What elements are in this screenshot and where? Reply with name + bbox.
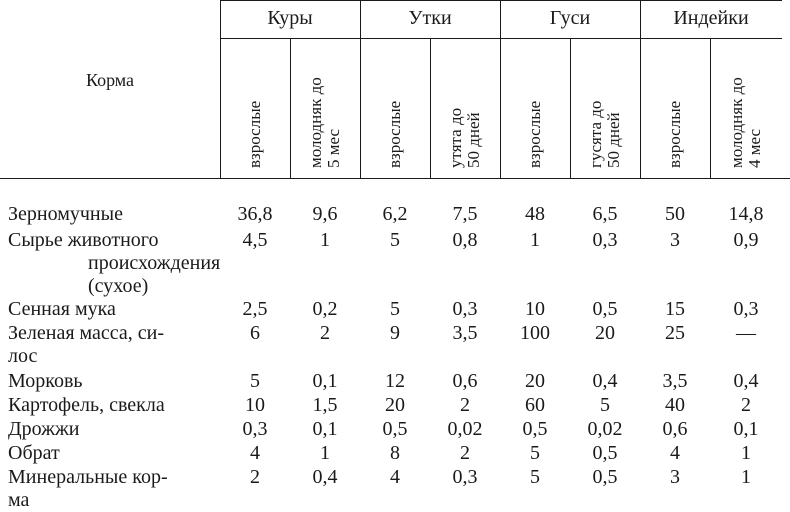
table-cell: 36,8: [237, 203, 273, 225]
group-header: Утки: [408, 7, 452, 29]
table-cell: 2: [460, 442, 470, 464]
row-label-line: Зеленая масса, си-: [8, 322, 165, 344]
row-label-line: Картофель, свекла: [8, 394, 165, 416]
table-cell: 0,4: [733, 370, 759, 392]
table-cell: 48: [525, 203, 545, 225]
subheader-line: взрослые: [665, 100, 684, 168]
row-label-line: Обрат: [8, 442, 60, 464]
subheader-7: [728, 77, 764, 168]
table-cell: 0,5: [592, 298, 618, 320]
table-cell: 20: [595, 322, 615, 344]
table-cell: 7,5: [452, 203, 478, 225]
table-cell: 0,3: [242, 418, 268, 440]
table-cell: 100: [520, 322, 550, 344]
table-cell: 1: [530, 229, 540, 251]
table-cell: 6,5: [592, 203, 618, 225]
subheader-line: взрослые: [245, 100, 264, 168]
table-cell: 5: [600, 394, 610, 416]
table-cell: 2: [320, 322, 330, 344]
table-cell: 1: [741, 442, 751, 464]
table-cell: 12: [385, 370, 405, 392]
row-label-line: (сухое): [88, 275, 149, 297]
table-cell: 0,1: [733, 418, 759, 440]
group-header: Индейки: [673, 7, 749, 29]
row-label: [8, 466, 168, 512]
subheader-line: 50 дней: [464, 112, 483, 168]
subheader-line: 5 мес: [324, 128, 343, 168]
table-cell: 2: [741, 394, 751, 416]
table-cell: 0,3: [592, 229, 618, 251]
row-label-line: лос: [8, 345, 38, 367]
header-bottom-rule: [0, 178, 790, 179]
table-cell: 20: [525, 370, 545, 392]
subheader-line: взрослые: [525, 100, 544, 168]
group-header: Куры: [267, 7, 313, 29]
subheader-4: [526, 101, 544, 168]
subheader-line: 50 дней: [604, 112, 623, 168]
subheader-0: [246, 101, 264, 168]
group-header: Гуси: [549, 7, 591, 29]
table-cell: 10: [525, 298, 545, 320]
table-cell: 5: [250, 370, 260, 392]
table-cell: 1: [741, 466, 751, 488]
table-cell: 0,4: [592, 370, 618, 392]
table-cell: 1,5: [312, 394, 338, 416]
table-cell: 0,3: [733, 298, 759, 320]
table-cell: 0,9: [733, 229, 759, 251]
subheader-line: взрослые: [385, 100, 404, 168]
subheader-5: [587, 101, 623, 168]
subheader-line: молодняк до: [727, 77, 746, 168]
table-cell: 15: [665, 298, 685, 320]
table-cell: 5: [530, 442, 540, 464]
table-cell: 9,6: [312, 203, 338, 225]
column-rule: [290, 38, 291, 178]
table-cell: 4,5: [242, 229, 268, 251]
table-cell: 3,5: [662, 370, 688, 392]
row-label-line: Сенная мука: [8, 298, 116, 320]
table-cell: 50: [665, 203, 685, 225]
table-cell: 3,5: [452, 322, 478, 344]
table-cell: 0,5: [592, 442, 618, 464]
row-label: [8, 203, 123, 226]
table-cell: 5: [530, 466, 540, 488]
table-cell: 0,5: [522, 418, 548, 440]
feed-column-header: Корма: [85, 70, 135, 90]
table-cell: 2: [460, 394, 470, 416]
table-cell: 0,5: [382, 418, 408, 440]
row-label: [8, 370, 83, 393]
table-cell: —: [736, 322, 756, 344]
table-cell: 0,6: [662, 418, 688, 440]
row-label: [8, 442, 60, 465]
subheader-2: [386, 101, 404, 168]
column-rule: [430, 38, 431, 178]
subheader-line: гусята до: [586, 100, 605, 168]
table-cell: 0,5: [592, 466, 618, 488]
subheader-line: молодняк до: [306, 77, 325, 168]
table-cell: 0,3: [452, 466, 478, 488]
table-cell: 4: [250, 442, 260, 464]
row-label: [8, 394, 165, 417]
row-label-line: происхождения: [88, 252, 221, 274]
row-label-line: Зерномучные: [8, 203, 123, 225]
table-cell: 0,4: [312, 466, 338, 488]
table-cell: 1: [320, 229, 330, 251]
row-label-line: Минеральные кор-: [8, 466, 168, 488]
table-cell: 1: [320, 442, 330, 464]
row-label: [8, 229, 220, 298]
row-label-line: ма: [8, 489, 30, 511]
row-label: [8, 298, 116, 321]
table-cell: 0,02: [587, 418, 623, 440]
table-cell: 0,6: [452, 370, 478, 392]
column-rule: [710, 38, 711, 178]
table-cell: 0,8: [452, 229, 478, 251]
table-cell: 3: [670, 466, 680, 488]
subheader-line: 4 мес: [745, 128, 764, 168]
row-label-line: Дрожжи: [8, 418, 80, 440]
subheader-6: [666, 101, 684, 168]
group-divider-rule: [220, 38, 782, 39]
table-cell: 0,1: [312, 418, 338, 440]
row-label-line: Морковь: [8, 370, 83, 392]
table-cell: 2,5: [242, 298, 268, 320]
row-label-line: Сырье животного: [8, 229, 159, 251]
subheader-3: [447, 108, 483, 168]
row-label: [8, 322, 164, 368]
table-cell: 9: [390, 322, 400, 344]
table-cell: 6: [250, 322, 260, 344]
table-cell: 60: [525, 394, 545, 416]
table-cell: 14,8: [728, 203, 764, 225]
table-cell: 0,1: [312, 370, 338, 392]
table-cell: 8: [390, 442, 400, 464]
table-cell: 4: [390, 466, 400, 488]
table-cell: 6,2: [382, 203, 408, 225]
table-cell: 40: [665, 394, 685, 416]
table-cell: 5: [390, 298, 400, 320]
row-label: [8, 418, 79, 441]
table-cell: 2: [250, 466, 260, 488]
table-cell: 0,3: [452, 298, 478, 320]
table-cell: 20: [385, 394, 405, 416]
table-cell: 3: [670, 229, 680, 251]
table-cell: 4: [670, 442, 680, 464]
table-cell: 10: [245, 394, 265, 416]
table-cell: 0,02: [447, 418, 483, 440]
column-rule: [570, 38, 571, 178]
table-cell: 25: [665, 322, 685, 344]
table-cell: 5: [390, 229, 400, 251]
subheader-1: [307, 77, 343, 168]
subheader-line: утята до: [446, 107, 465, 168]
table-cell: 0,2: [312, 298, 338, 320]
